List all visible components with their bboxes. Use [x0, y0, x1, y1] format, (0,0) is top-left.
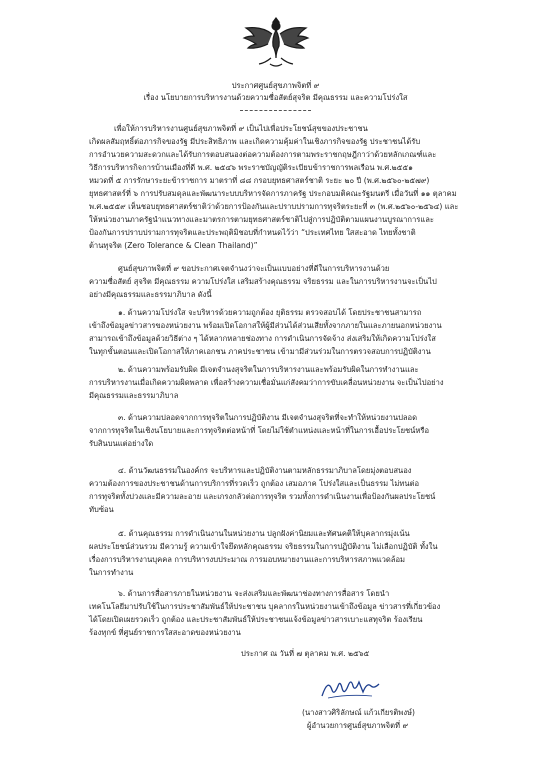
text-line: ป้องกันการปราบปรามการทุจริตและประพฤติมิชอบที่กำหนดไว้ว่า “ประเทศไทย ใสสะอาด ไทยทั้งชาติ — [89, 228, 416, 237]
text-line: ๕. ด้านคุณธรรม การดำเนินงานในหน่วยงาน ปลูกฝังค่านิยมและทัศนคติให้บุคลากรมุ่งเน้น — [118, 529, 410, 538]
text-line: ในการทำงาน — [89, 568, 134, 577]
signer-name: (นางสาวศิริลักษณ์ แก้วเกียรติพงษ์) — [302, 708, 415, 717]
text-line: หมวดที่ ๕ การรักษาระยะข้าราชการ มาตราที่ ๘๘ กรอบยุทธศาสตร์ชาติ ระยะ ๒๐ ปี (พ.ศ.๒๕๖๐-๒๕๗๙) — [89, 176, 430, 185]
handwritten-signature — [318, 676, 382, 702]
text-line: ร้องทุกข์ ที่ศูนย์ราชการใสสะอาดของหน่วยงาน — [89, 628, 241, 637]
text-line: เพื่อให้การบริหารงานศูนย์สุขภาพจิตที่ ๙ เป็นไปเพื่อประโยชน์สุขของประชาชน — [114, 124, 368, 133]
signer-position: ผู้อำนวยการศูนย์สุขภาพจิตที่ ๙ — [307, 721, 409, 730]
text-line: ต้านทุจริต (Zero Tolerance & Clean Thailand)” — [89, 241, 258, 250]
text-line: ๔. ด้านวัฒนธรรมในองค์กร จะบริหารและปฏิบัติงานตามหลักธรรมาภิบาลโดยมุ่งตอบสนอง — [118, 466, 412, 475]
title-divider — [240, 110, 311, 111]
text-line: ได้โดยเปิดเผยรวดเร็ว ถูกต้อง และประชาสัมพันธ์ให้ประชาชนแจ้งข้อมูลข่าวสารเบาะแสทุจริต ร้องเรียน — [89, 615, 423, 624]
text-line: ความต้องการของประชาชนด้านการบริการที่รวดเร็ว ถูกต้อง เสมอภาค โปร่งใสและเป็นธรรม ไม่ทนต่อ — [89, 479, 420, 488]
text-line: อย่างมีคุณธรรมและธรรมาภิบาล ดังนี้ — [89, 290, 212, 299]
text-line: สามารถเข้าถึงข้อมูลด้วยวิธีต่าง ๆ ได้หลากหลายช่องทาง การดำเนินการจัดจ้าง ส่งเสริมให้เกิดความโปร่งใส — [89, 334, 436, 343]
text-line: ผลประโยชน์ส่วนรวม มีความรู้ ความเข้าใจยึดหลักคุณธรรม จริยธรรมในการปฏิบัติงาน ไม่เลือกปฏิบัติ ทั้งใน — [89, 542, 438, 551]
text-line: ยุทธศาสตร์ที่ ๖ การปรับสมดุลและพัฒนาระบบบริหารจัดการภาครัฐ ประกอบมติคณะรัฐมนตรี เมื่อวันที่ ๑๑ ตุลาคม — [89, 189, 457, 198]
text-line: จากการทุจริตในเชิงนโยบายและการทุจริตต่อหน้าที่ โดยไม่ใช้ตำแหน่งและหน้าที่ในการเอื้อประโยชน์หรือ — [89, 426, 430, 435]
text-line: เทคโนโลยีมาปรับใช้ในการประชาสัมพันธ์ให้ประชาชน บุคลากรในหน่วยงานเข้าถึงข้อมูล ข่าวสารที่เกี่ยวข้อง — [89, 602, 441, 611]
text-line: ความซื่อสัตย์ สุจริต มีคุณธรรม ความโปร่งใส เสริมสร้างคุณธรรม จริยธรรม และในการบริหารงานจะเป็นไป — [89, 277, 437, 286]
announcement-date: ประกาศ ณ วันที่ ๗ ตุลาคม พ.ศ. ๒๕๖๕ — [241, 649, 370, 658]
text-line: การบริหารงานเมื่อเกิดความผิดพลาด เพื่อสร้างความเชื่อมั่นแก่สังคมว่าการขับเคลื่อนหน่วยงาน จะเป็นไปอย่าง — [89, 378, 444, 387]
text-line: เกิดผลสัมฤทธิ์ต่อภารกิจของรัฐ มีประสิทธิภาพ และเกิดความคุ้มค่าในเชิงภารกิจของรัฐ ประชาชนได้รับ — [89, 137, 421, 146]
text-line: การทุจริตทั้งปวงและมีความละอาย และเกรงกลัวต่อการทุจริต รวมทั้งการดำเนินงานเพื่อป้องกันผลประโยชน์ — [89, 492, 436, 501]
text-line: การอำนวยความสะดวกและได้รับการตอบสนองต่อความต้องการตามพระราชกฤษฎีกาว่าด้วยหลักเกณฑ์และ — [89, 150, 437, 159]
text-line: ๒. ด้านความพร้อมรับผิด มีเจตจำนงสุจริตในการบริหารงานและพร้อมรับผิดในการทำงานและ — [118, 365, 419, 374]
text-line: ให้หน่วยงานภาครัฐนำแนวทางและมาตรการตามยุทธศาสตร์ชาติไปสู่การปฏิบัติตามแผนงานบูรณาการและ — [89, 215, 434, 224]
text-line: ๑. ด้านความโปร่งใส จะบริหารด้วยความถูกต้อง ยุติธรรม ตรวจสอบได้ โดยประชาชนสามารถ — [118, 308, 422, 317]
text-line: ๖. ด้านการสื่อสารภายในหน่วยงาน จะส่งเสริมและพัฒนาช่องทางการสื่อสาร โดยนำ — [118, 589, 390, 598]
text-line: มีคุณธรรมและธรรมาภิบาล — [89, 391, 179, 400]
announcement-subject: เรื่อง นโยบายการบริหารงานด้วยความซื่อสัตย์สุจริต มีคุณธรรม และความโปร่งใส — [143, 93, 408, 102]
text-line: รับสินบนแต่อย่างใด — [89, 439, 154, 448]
garuda-emblem — [238, 12, 314, 72]
text-line: ทับซ้อน — [89, 505, 114, 514]
text-line: พ.ศ.๒๕๕๙ เห็นชอบยุทธศาสตร์ชาติว่าด้วยการป้องกันและปราบปรามการทุจริตระยะที่ ๓ (พ.ศ.๒๕๖๐-๒๕๖๔) และ — [89, 202, 459, 211]
text-line: ๓. ด้านความปลอดจากการทุจริตในการปฏิบัติงาน มีเจตจำนงสุจริตที่จะทำให้หน่วยงานปลอด — [118, 413, 418, 422]
text-line: เข้าถึงข้อมูลข่าวสารของหน่วยงาน พร้อมเปิดโอกาสให้ผู้มีส่วนได้ส่วนเสียทั้งจากภายในและภายนอกหน่วยงาน — [89, 321, 442, 330]
text-line: เรื่องการบริหารงานบุคคล การบริหารงบประมาณ การมอบหมายงานและการบริหารสภาพแวดล้อม — [89, 555, 406, 564]
text-line: ในทุกขั้นตอนและเปิดโอกาสให้ภาคเอกชน ภาคประชาชน เข้ามามีส่วนร่วมในการตรวจสอบการปฏิบัติงาน — [89, 347, 431, 356]
text-line: ศูนย์สุขภาพจิตที่ ๙ ขอประกาศเจตจำนงว่าจะเป็นแบบอย่างที่ดีในการบริหารงานด้วย — [118, 264, 390, 273]
announcement-title: ประกาศศูนย์สุขภาพจิตที่ ๙ — [231, 81, 320, 90]
text-line: วิธีการบริหารกิจการบ้านเมืองที่ดี พ.ศ. ๒๕๔๖ พระราชบัญญัติระเบียบข้าราชการพลเรือน พ.ศ.๒๕๕๑ — [89, 163, 413, 172]
